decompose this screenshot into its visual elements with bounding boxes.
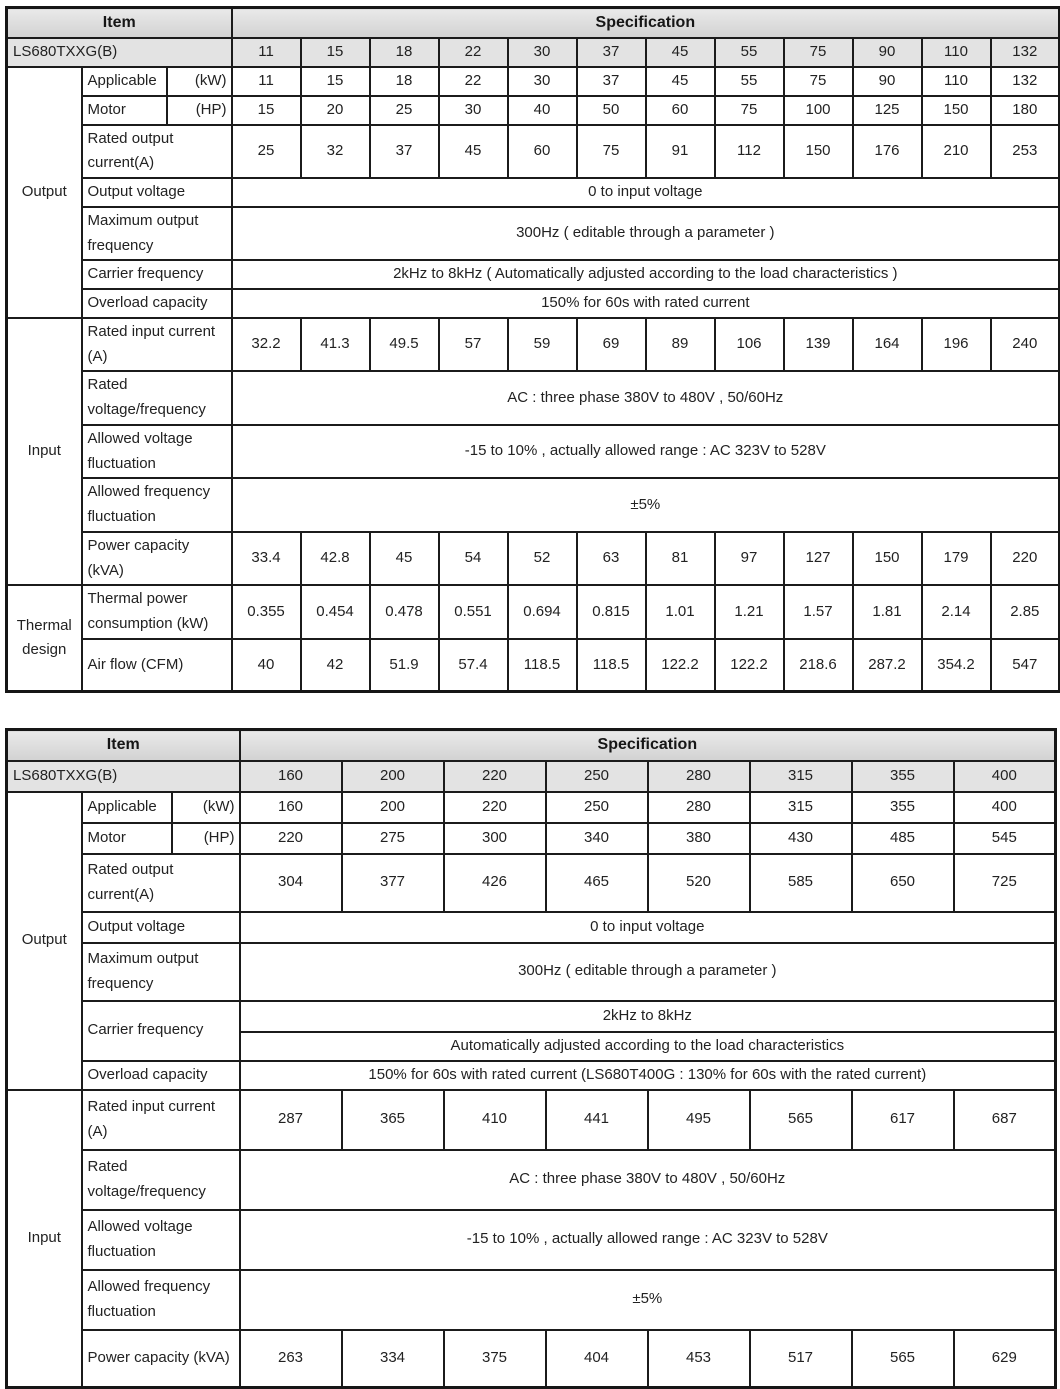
group-input: Input [7, 1090, 82, 1388]
value-cell: 287 [240, 1090, 342, 1150]
value-cell: 25 [232, 125, 301, 179]
value-cell: 122.2 [646, 639, 715, 692]
model-cell: 90 [853, 38, 922, 67]
value-cell: 42.8 [301, 532, 370, 586]
row-label: Rated voltage/frequency [82, 1150, 240, 1210]
row-allowed-frequency-fluctuation [7, 1270, 1056, 1330]
value-cell: 2.14 [922, 585, 991, 639]
value-cell: 132 [991, 67, 1060, 96]
row-power-capacity [7, 1330, 1056, 1388]
row-label: Overload capacity [82, 289, 232, 318]
value-cell: 547 [991, 639, 1060, 692]
row-label: Rated output current(A) [82, 125, 232, 179]
row-label: Power capacity (kVA) [82, 1330, 240, 1388]
value-cell: 122.2 [715, 639, 784, 692]
value-cell: 118.5 [577, 639, 646, 692]
value-cell: 69 [577, 318, 646, 372]
header-row [7, 8, 1060, 39]
row-max-output-frequency [7, 207, 1060, 261]
value-cell: 300 [444, 823, 546, 854]
value-cell: 200 [342, 792, 444, 823]
value-cell: 118.5 [508, 639, 577, 692]
value-cell: 1.21 [715, 585, 784, 639]
row-rated-input-current [7, 1090, 1056, 1150]
span-text-cell: 0 to input voltage [240, 912, 1056, 943]
row-label: Power capacity (kVA) [82, 532, 232, 586]
value-cell: 340 [546, 823, 648, 854]
row-label: Allowed voltage fluctuation [82, 425, 232, 479]
row-unit: (HP) [167, 96, 232, 125]
value-cell: 40 [232, 639, 301, 692]
row-label: Overload capacity [82, 1061, 240, 1090]
row-rated-voltage-frequency [7, 371, 1060, 425]
span-text-cell: -15 to 10% , actually allowed range : AC 323V to 528V [232, 425, 1060, 479]
model-cell: 400 [954, 761, 1056, 792]
value-cell: 22 [439, 67, 508, 96]
model-cell: 45 [646, 38, 715, 67]
value-cell: 25 [370, 96, 439, 125]
value-cell: 263 [240, 1330, 342, 1388]
row-label: Allowed frequency fluctuation [82, 478, 232, 532]
group-thermal-design: Thermal design [7, 585, 82, 692]
value-cell: 57 [439, 318, 508, 372]
value-cell: 112 [715, 125, 784, 179]
value-cell: 90 [853, 67, 922, 96]
value-cell: 18 [370, 67, 439, 96]
value-cell: 150 [853, 532, 922, 586]
value-cell: 0.454 [301, 585, 370, 639]
row-label: Applicable [82, 67, 167, 96]
value-cell: 0.551 [439, 585, 508, 639]
row-label: Rated input current (A) [82, 1090, 240, 1150]
value-cell: 430 [750, 823, 852, 854]
value-cell: 1.81 [853, 585, 922, 639]
model-cell: 18 [370, 38, 439, 67]
row-carrier-frequency-range [7, 1001, 1056, 1032]
group-input: Input [7, 318, 82, 586]
row-label: Motor [82, 96, 167, 125]
value-cell: 0.694 [508, 585, 577, 639]
model-cell: 160 [240, 761, 342, 792]
value-cell: 380 [648, 823, 750, 854]
value-cell: 37 [577, 67, 646, 96]
value-cell: 20 [301, 96, 370, 125]
value-cell: 218.6 [784, 639, 853, 692]
row-unit: (kW) [167, 67, 232, 96]
value-cell: 160 [240, 792, 342, 823]
value-cell: 629 [954, 1330, 1056, 1388]
value-cell: 426 [444, 854, 546, 912]
value-cell: 57.4 [439, 639, 508, 692]
row-motor-hp [7, 96, 1060, 125]
value-cell: 485 [852, 823, 954, 854]
row-air-flow [7, 639, 1060, 692]
spec-table-11-132 [5, 6, 1060, 693]
span-text-cell: 300Hz ( editable through a parameter ) [232, 207, 1060, 261]
row-rated-input-current [7, 318, 1060, 372]
row-label: Air flow (CFM) [82, 639, 232, 692]
value-cell: 150 [784, 125, 853, 179]
value-cell: 42 [301, 639, 370, 692]
value-cell: 196 [922, 318, 991, 372]
value-cell: 495 [648, 1090, 750, 1150]
value-cell: 60 [646, 96, 715, 125]
model-cell: 220 [444, 761, 546, 792]
row-label: Carrier frequency [82, 260, 232, 289]
model-row [7, 38, 1060, 67]
value-cell: 400 [954, 792, 1056, 823]
value-cell: 377 [342, 854, 444, 912]
spec-table-160-400 [5, 728, 1057, 1389]
row-output-voltage [7, 178, 1060, 207]
value-cell: 365 [342, 1090, 444, 1150]
span-text-cell: ±5% [240, 1270, 1056, 1330]
model-cell: 22 [439, 38, 508, 67]
row-motor-hp [7, 823, 1056, 854]
row-label: Motor [82, 823, 172, 854]
row-label: Output voltage [82, 912, 240, 943]
value-cell: 441 [546, 1090, 648, 1150]
row-unit: (HP) [172, 823, 240, 854]
value-cell: 51.9 [370, 639, 439, 692]
value-cell: 11 [232, 67, 301, 96]
span-text-cell: Automatically adjusted according to the load characteristics [240, 1032, 1056, 1061]
span-text-cell: 2kHz to 8kHz ( Automatically adjusted according to the load characteristics ) [232, 260, 1060, 289]
model-cell: 15 [301, 38, 370, 67]
row-label: Maximum output frequency [82, 943, 240, 1001]
value-cell: 50 [577, 96, 646, 125]
value-cell: 617 [852, 1090, 954, 1150]
value-cell: 32.2 [232, 318, 301, 372]
value-cell: 164 [853, 318, 922, 372]
row-output-voltage [7, 912, 1056, 943]
value-cell: 32 [301, 125, 370, 179]
value-cell: 220 [991, 532, 1060, 586]
value-cell: 75 [784, 67, 853, 96]
value-cell: 520 [648, 854, 750, 912]
value-cell: 55 [715, 67, 784, 96]
value-cell: 97 [715, 532, 784, 586]
value-cell: 125 [853, 96, 922, 125]
value-cell: 253 [991, 125, 1060, 179]
value-cell: 81 [646, 532, 715, 586]
value-cell: 60 [508, 125, 577, 179]
row-label: Carrier frequency [82, 1001, 240, 1061]
model-label: LS680TXXG(B) [7, 38, 232, 67]
model-cell: 75 [784, 38, 853, 67]
span-text-cell: AC : three phase 380V to 480V , 50/60Hz [240, 1150, 1056, 1210]
row-allowed-voltage-fluctuation [7, 1210, 1056, 1270]
value-cell: 49.5 [370, 318, 439, 372]
value-cell: 404 [546, 1330, 648, 1388]
value-cell: 150 [922, 96, 991, 125]
row-label: Applicable [82, 792, 172, 823]
value-cell: 2.85 [991, 585, 1060, 639]
row-allowed-frequency-fluctuation [7, 478, 1060, 532]
value-cell: 220 [444, 792, 546, 823]
value-cell: 304 [240, 854, 342, 912]
value-cell: 220 [240, 823, 342, 854]
model-cell: 355 [852, 761, 954, 792]
value-cell: 210 [922, 125, 991, 179]
value-cell: 275 [342, 823, 444, 854]
value-cell: 0.815 [577, 585, 646, 639]
value-cell: 45 [370, 532, 439, 586]
value-cell: 179 [922, 532, 991, 586]
value-cell: 100 [784, 96, 853, 125]
model-cell: 55 [715, 38, 784, 67]
model-cell: 37 [577, 38, 646, 67]
value-cell: 375 [444, 1330, 546, 1388]
row-label: Rated output current(A) [82, 854, 240, 912]
span-text-cell: 150% for 60s with rated current (LS680T400G : 130% for 60s with the rated current) [240, 1061, 1056, 1090]
row-rated-output-current [7, 125, 1060, 179]
value-cell: 280 [648, 792, 750, 823]
row-allowed-voltage-fluctuation [7, 425, 1060, 479]
value-cell: 37 [370, 125, 439, 179]
span-text-cell: ±5% [232, 478, 1060, 532]
row-label: Maximum output frequency [82, 207, 232, 261]
value-cell: 15 [301, 67, 370, 96]
value-cell: 287.2 [853, 639, 922, 692]
span-text-cell: 2kHz to 8kHz [240, 1001, 1056, 1032]
value-cell: 106 [715, 318, 784, 372]
specification-header: Specification [240, 730, 1056, 761]
value-cell: 315 [750, 792, 852, 823]
row-label: Rated input current (A) [82, 318, 232, 372]
value-cell: 250 [546, 792, 648, 823]
value-cell: 40 [508, 96, 577, 125]
row-max-output-frequency [7, 943, 1056, 1001]
specification-header: Specification [232, 8, 1060, 39]
value-cell: 650 [852, 854, 954, 912]
value-cell: 687 [954, 1090, 1056, 1150]
value-cell: 75 [715, 96, 784, 125]
value-cell: 139 [784, 318, 853, 372]
model-cell: 200 [342, 761, 444, 792]
row-unit: (kW) [172, 792, 240, 823]
row-overload-capacity [7, 289, 1060, 318]
value-cell: 545 [954, 823, 1056, 854]
row-label: Allowed voltage fluctuation [82, 1210, 240, 1270]
value-cell: 52 [508, 532, 577, 586]
value-cell: 517 [750, 1330, 852, 1388]
row-label: Thermal power consumption (kW) [82, 585, 232, 639]
row-rated-voltage-frequency [7, 1150, 1056, 1210]
value-cell: 465 [546, 854, 648, 912]
model-label: LS680TXXG(B) [7, 761, 240, 792]
value-cell: 45 [646, 67, 715, 96]
value-cell: 1.57 [784, 585, 853, 639]
span-text-cell: -15 to 10% , actually allowed range : AC 323V to 528V [240, 1210, 1056, 1270]
model-cell: 250 [546, 761, 648, 792]
item-header: Item [7, 730, 240, 761]
value-cell: 1.01 [646, 585, 715, 639]
value-cell: 354.2 [922, 639, 991, 692]
row-label: Output voltage [82, 178, 232, 207]
value-cell: 75 [577, 125, 646, 179]
row-label: Rated voltage/frequency [82, 371, 232, 425]
value-cell: 0.478 [370, 585, 439, 639]
row-applicable-kw [7, 67, 1060, 96]
model-cell: 315 [750, 761, 852, 792]
value-cell: 453 [648, 1330, 750, 1388]
value-cell: 725 [954, 854, 1056, 912]
span-text-cell: 150% for 60s with rated current [232, 289, 1060, 318]
model-cell: 30 [508, 38, 577, 67]
value-cell: 355 [852, 792, 954, 823]
value-cell: 15 [232, 96, 301, 125]
row-label: Allowed frequency fluctuation [82, 1270, 240, 1330]
value-cell: 180 [991, 96, 1060, 125]
row-rated-output-current [7, 854, 1056, 912]
span-text-cell: 0 to input voltage [232, 178, 1060, 207]
value-cell: 176 [853, 125, 922, 179]
value-cell: 30 [508, 67, 577, 96]
value-cell: 45 [439, 125, 508, 179]
value-cell: 89 [646, 318, 715, 372]
model-cell: 11 [232, 38, 301, 67]
header-row [7, 730, 1056, 761]
span-text-cell: AC : three phase 380V to 480V , 50/60Hz [232, 371, 1060, 425]
group-output: Output [7, 67, 82, 318]
value-cell: 585 [750, 854, 852, 912]
row-carrier-frequency [7, 260, 1060, 289]
model-cell: 280 [648, 761, 750, 792]
value-cell: 0.355 [232, 585, 301, 639]
value-cell: 30 [439, 96, 508, 125]
value-cell: 410 [444, 1090, 546, 1150]
model-cell: 132 [991, 38, 1060, 67]
row-thermal-power [7, 585, 1060, 639]
value-cell: 565 [852, 1330, 954, 1388]
row-overload-capacity [7, 1061, 1056, 1090]
value-cell: 240 [991, 318, 1060, 372]
value-cell: 59 [508, 318, 577, 372]
value-cell: 110 [922, 67, 991, 96]
value-cell: 41.3 [301, 318, 370, 372]
row-applicable-kw [7, 792, 1056, 823]
span-text-cell: 300Hz ( editable through a parameter ) [240, 943, 1056, 1001]
value-cell: 127 [784, 532, 853, 586]
value-cell: 54 [439, 532, 508, 586]
value-cell: 91 [646, 125, 715, 179]
value-cell: 334 [342, 1330, 444, 1388]
value-cell: 63 [577, 532, 646, 586]
value-cell: 33.4 [232, 532, 301, 586]
model-cell: 110 [922, 38, 991, 67]
item-header: Item [7, 8, 232, 39]
group-output: Output [7, 792, 82, 1090]
model-row [7, 761, 1056, 792]
value-cell: 565 [750, 1090, 852, 1150]
row-power-capacity [7, 532, 1060, 586]
